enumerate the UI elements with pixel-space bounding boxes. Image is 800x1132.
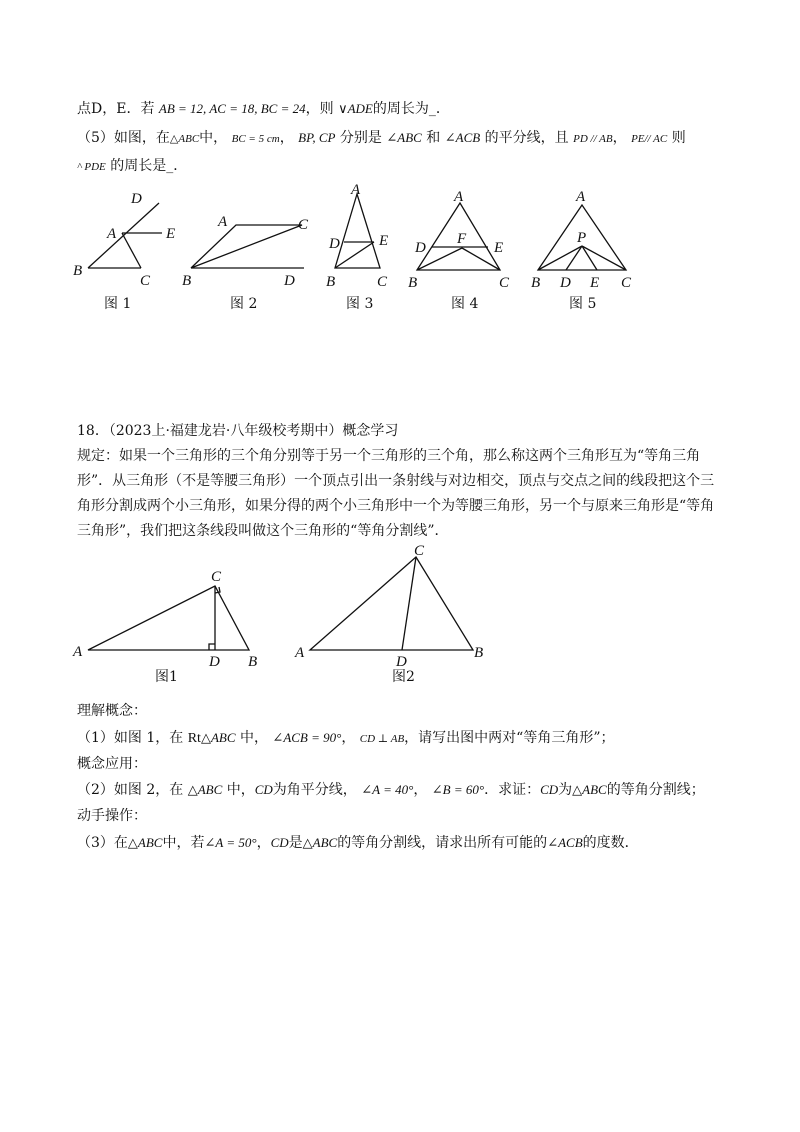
right-angle-mark bbox=[209, 644, 215, 650]
label: E bbox=[494, 240, 504, 256]
text: ，请写出图中两对“等角三角形”； bbox=[404, 730, 615, 746]
figure-2 bbox=[182, 214, 309, 312]
text: （1）如图 1，在 bbox=[77, 730, 184, 746]
segment bbox=[566, 246, 582, 270]
label: E bbox=[379, 233, 389, 249]
triangle bbox=[88, 586, 249, 650]
triangle-abc: △ABC bbox=[187, 782, 223, 797]
item-5-intro: （5）如图，在 bbox=[77, 130, 170, 146]
section-heading: 概念应用： bbox=[77, 756, 147, 772]
given-lengths: AB = 12, AC = 18, BC = 24 bbox=[158, 101, 306, 116]
text: 的度数． bbox=[582, 835, 639, 851]
angle-a: ∠A = 40° bbox=[361, 782, 414, 797]
label: B bbox=[326, 274, 336, 290]
label: A bbox=[576, 189, 586, 205]
label: F bbox=[457, 231, 467, 247]
label: B bbox=[408, 275, 418, 291]
angle-acb-90: ∠ACB = 90° bbox=[272, 730, 342, 745]
bc-length: BC = 5 cm bbox=[231, 133, 280, 145]
label: B bbox=[182, 273, 192, 289]
label: E bbox=[590, 275, 600, 291]
segment-cd: CD bbox=[270, 835, 289, 850]
text: 中， bbox=[199, 130, 228, 146]
rt-label: Rt bbox=[187, 731, 201, 746]
label: B bbox=[248, 654, 258, 670]
triangle-abc: △ABC bbox=[572, 782, 607, 797]
label: A bbox=[454, 189, 464, 205]
label: A bbox=[73, 644, 83, 660]
text: ， bbox=[341, 730, 356, 746]
text: 若 bbox=[140, 101, 155, 117]
triangle-abc: △ABC bbox=[200, 730, 236, 745]
label: D bbox=[329, 236, 340, 252]
text: ．求证： bbox=[484, 782, 541, 798]
segment bbox=[335, 242, 374, 268]
text: 和 bbox=[426, 130, 441, 146]
q18-header: 18．（2023上·福建龙岩·八年级校考期中）概念学习 bbox=[77, 423, 399, 439]
caption: 图 5 bbox=[569, 296, 597, 312]
text: （2）如图 2，在 bbox=[77, 782, 184, 798]
label: P bbox=[577, 230, 587, 246]
caption: 图 3 bbox=[346, 296, 374, 312]
text: ，则 bbox=[305, 101, 334, 117]
angle-acb: ∠ACB bbox=[444, 130, 481, 145]
segment-cd: CD bbox=[254, 782, 273, 797]
label: A bbox=[351, 182, 361, 198]
label: D bbox=[415, 240, 426, 256]
label: B bbox=[531, 275, 541, 291]
label: B bbox=[73, 263, 83, 279]
figure-3 bbox=[326, 182, 388, 312]
section-heading: 理解概念： bbox=[77, 703, 147, 719]
segment bbox=[538, 246, 582, 270]
figure-4 bbox=[408, 189, 510, 312]
text: 中，若 bbox=[162, 835, 205, 851]
label: B bbox=[474, 645, 484, 661]
q18-item-2 bbox=[77, 780, 705, 800]
text: 的周长是_． bbox=[110, 158, 188, 174]
text: ， bbox=[413, 782, 428, 798]
label: A bbox=[218, 214, 228, 230]
caption: 图1 bbox=[155, 669, 178, 685]
triangle-abc: △ABC bbox=[169, 133, 200, 145]
label: C bbox=[298, 217, 309, 233]
text: 中， bbox=[226, 782, 255, 798]
label: A bbox=[295, 645, 305, 661]
label: C bbox=[211, 569, 222, 585]
q18-paragraph-line: 形”．从三角形（不是等腰三角形）一个顶点引出一条射线与对边相交，顶点与交点之间的线段把这个三 bbox=[77, 473, 715, 489]
triangle-ade: ∨ADE bbox=[338, 101, 373, 116]
bp-cp: BP, CP bbox=[298, 130, 336, 145]
cd-perp-ab: CD ⊥ AB bbox=[359, 733, 405, 745]
bisector-cd bbox=[402, 557, 416, 650]
section-heading: 动手操作： bbox=[77, 808, 147, 824]
label: E bbox=[166, 226, 176, 242]
text: 是 bbox=[288, 835, 303, 851]
triangle bbox=[191, 225, 302, 268]
q18-paragraph-line: 规定：如果一个三角形的三个角分别等于另一个三角形的三个角，那么称这两个三角形互为“等角三角 bbox=[77, 448, 701, 464]
q18-item-3 bbox=[77, 833, 639, 853]
text: ， bbox=[256, 835, 271, 851]
q18-figure-2 bbox=[294, 543, 483, 685]
triangle bbox=[310, 557, 473, 650]
q18-figure-1 bbox=[72, 569, 257, 685]
label: D bbox=[560, 275, 571, 291]
label: C bbox=[414, 543, 425, 559]
text: 分别是 bbox=[339, 130, 382, 146]
label: D bbox=[131, 191, 142, 207]
text: 点 bbox=[77, 101, 91, 117]
text: 为角平分线， bbox=[272, 782, 357, 798]
pe-parallel-ac: PE// AC bbox=[631, 133, 668, 145]
text: ， bbox=[279, 130, 294, 146]
segment bbox=[122, 233, 141, 268]
caption: 图 2 bbox=[230, 296, 258, 312]
text: 的等角分割线，请求出所有可能的 bbox=[337, 835, 548, 851]
text: 则 bbox=[671, 130, 686, 146]
text: 中， bbox=[239, 730, 268, 746]
segment bbox=[582, 246, 626, 270]
caption: 图 4 bbox=[451, 296, 479, 312]
triangle-abc: △ABC bbox=[302, 835, 338, 850]
q18-item-1 bbox=[77, 728, 615, 749]
text: 为 bbox=[558, 782, 573, 798]
caption: 图 1 bbox=[104, 296, 132, 312]
angle-b: ∠B = 60° bbox=[431, 782, 485, 797]
label: C bbox=[140, 273, 151, 289]
triangle-pde: ^ PDE bbox=[77, 161, 106, 173]
segment-cd: CD bbox=[540, 782, 559, 797]
label: D bbox=[209, 654, 220, 670]
triangle-abc: △ABC bbox=[127, 835, 163, 850]
label: D bbox=[284, 273, 295, 289]
text: ， bbox=[612, 130, 627, 146]
q18-paragraph-line: 三角形”，我们把这条线段叫做这个三角形的“等角分割线”． bbox=[77, 523, 449, 539]
q18-paragraph-line: 角形分割成两个小三角形，如果分得的两个小三角形中一个为等腰三角形，另一个与原来三角形是“等角 bbox=[77, 498, 715, 514]
caption: 图2 bbox=[392, 669, 415, 685]
label: C bbox=[499, 275, 510, 291]
triangle bbox=[335, 194, 380, 268]
text: 的周长为_． bbox=[372, 101, 450, 117]
figure-5 bbox=[531, 189, 632, 312]
text: 的等角分割线； bbox=[606, 782, 705, 798]
text: 的平分线，且 bbox=[484, 130, 569, 146]
angle-acb: ∠ACB bbox=[547, 835, 583, 850]
label: A bbox=[107, 226, 117, 242]
label: C bbox=[621, 275, 632, 291]
angle-a: ∠A = 50° bbox=[204, 835, 257, 850]
pd-parallel-ab: PD // AB bbox=[573, 133, 613, 145]
label: D bbox=[396, 654, 407, 670]
figure-1 bbox=[73, 191, 175, 312]
text: （3）在 bbox=[77, 835, 128, 851]
label: C bbox=[377, 274, 388, 290]
angle-abc: ∠ABC bbox=[386, 130, 422, 145]
points-de: D，E． bbox=[91, 101, 141, 117]
